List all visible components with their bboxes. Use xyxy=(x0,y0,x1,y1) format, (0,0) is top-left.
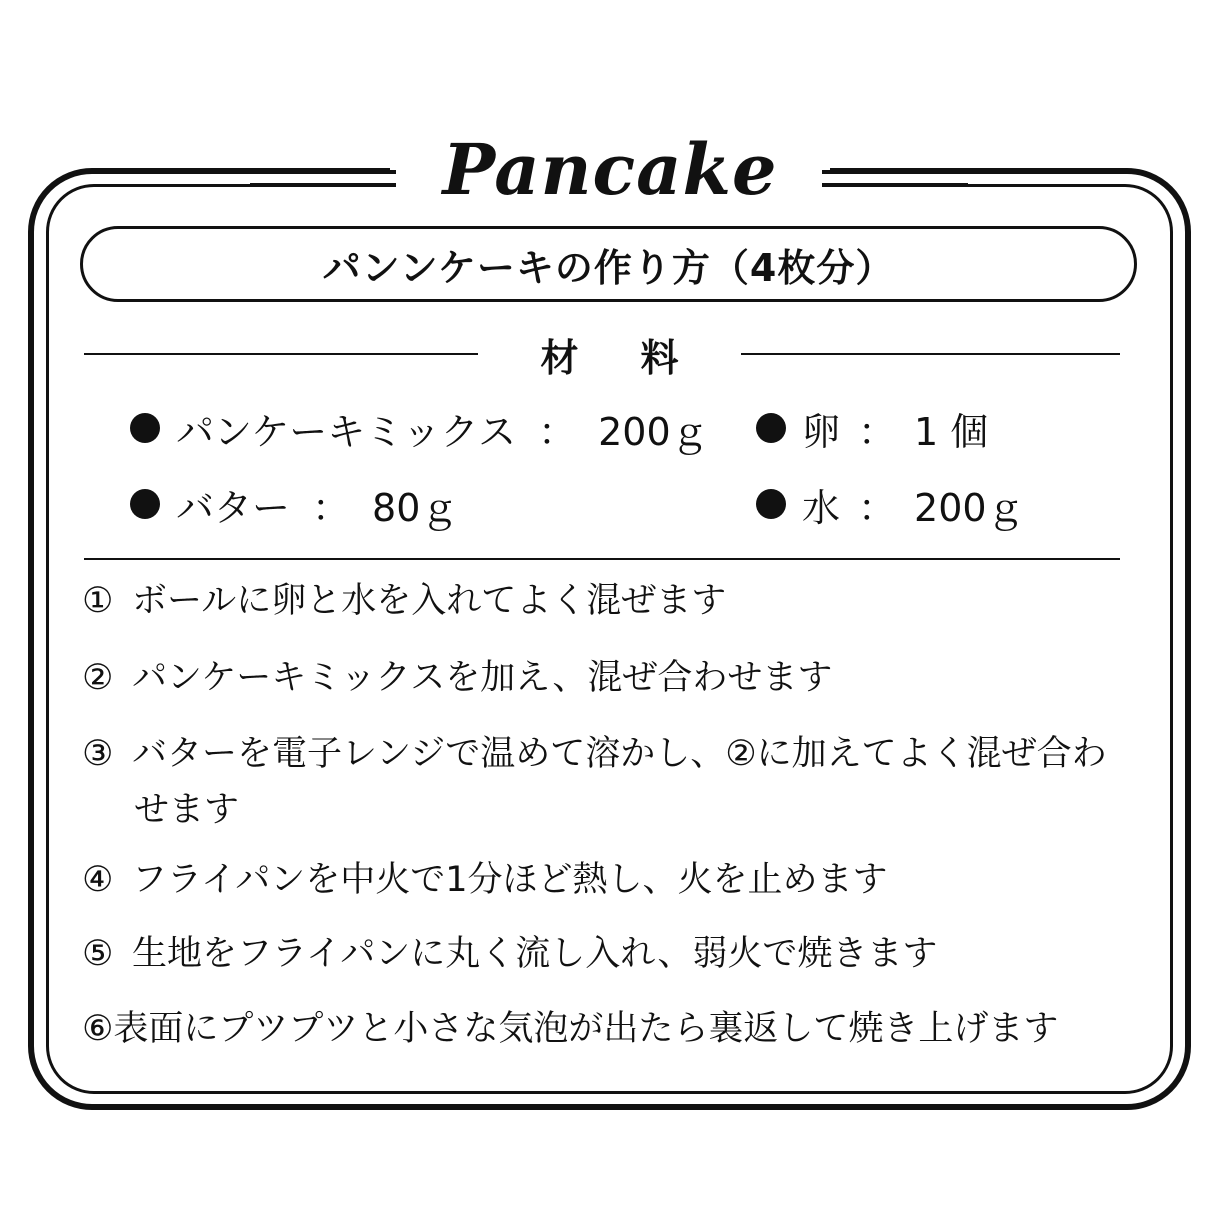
step-item xyxy=(82,650,832,706)
title-rule-right-bottom xyxy=(822,183,968,187)
step-text: 表面にプツプツと小さな気泡が出たら裏返して焼き上げます xyxy=(113,1009,1059,1049)
step-text: ボールに卵と水を入れてよく混ぜます xyxy=(132,581,727,621)
step-text: フライパンを中火で1分ほど熱し、火を止めます xyxy=(132,860,888,900)
ingredient-item xyxy=(130,478,458,530)
ingredient-item xyxy=(756,478,1025,530)
bullet-icon xyxy=(756,489,786,519)
ingredient-separator: ： xyxy=(312,485,351,530)
step-item xyxy=(82,573,726,629)
bullet-icon xyxy=(130,413,160,443)
step-item xyxy=(82,852,888,908)
step-number: ⑤ xyxy=(82,934,114,974)
ingredient-separator: ： xyxy=(538,409,577,454)
step-number: ③ xyxy=(82,734,114,774)
step-text: バターを電子レンジで温めて溶かし、②に加えてよく混ぜ合わ xyxy=(132,734,1107,774)
step-item xyxy=(82,726,1107,838)
bullet-icon xyxy=(756,413,786,443)
steps-divider xyxy=(84,558,1120,560)
step-item xyxy=(82,1001,1058,1057)
title-rule-left-bottom xyxy=(250,183,396,187)
step-text-continued: せます xyxy=(134,790,240,830)
ingredient-amount: 200ｇ xyxy=(598,409,709,454)
title-rule-left-top xyxy=(250,170,396,174)
step-text: 生地をフライパンに丸く流し入れ、弱火で焼きます xyxy=(132,934,938,974)
bullet-icon xyxy=(130,489,160,519)
step-number: ④ xyxy=(82,860,114,900)
ingredient-name: パンケーキミックス xyxy=(176,409,517,454)
ingredient-item xyxy=(756,402,988,454)
subtitle: パンンケーキの作り方（4枚分） xyxy=(322,245,895,290)
step-item xyxy=(82,926,937,982)
ingredient-amount: 1 個 xyxy=(914,409,989,454)
ingredient-separator: ： xyxy=(858,485,897,530)
step-number: ⑥ xyxy=(82,1009,114,1049)
page-title: Pancake xyxy=(442,128,778,211)
ingredient-amount: 200ｇ xyxy=(914,485,1025,530)
step-number: ② xyxy=(82,658,114,698)
subtitle-banner xyxy=(80,226,1137,302)
ingredient-amount: 80ｇ xyxy=(372,485,459,530)
ingredient-separator: ： xyxy=(858,409,897,454)
ingredients-heading-text: 材料 xyxy=(478,327,740,382)
ingredient-name: 水 xyxy=(802,485,841,530)
title-rule-right-top xyxy=(822,170,968,174)
ingredients-heading xyxy=(0,328,1219,380)
step-text: パンケーキミックスを加え、混ぜ合わせます xyxy=(132,658,833,698)
ingredient-name: バター xyxy=(176,485,291,530)
step-number: ① xyxy=(82,581,114,621)
ingredient-item xyxy=(130,402,709,454)
ingredient-name: 卵 xyxy=(802,409,841,454)
